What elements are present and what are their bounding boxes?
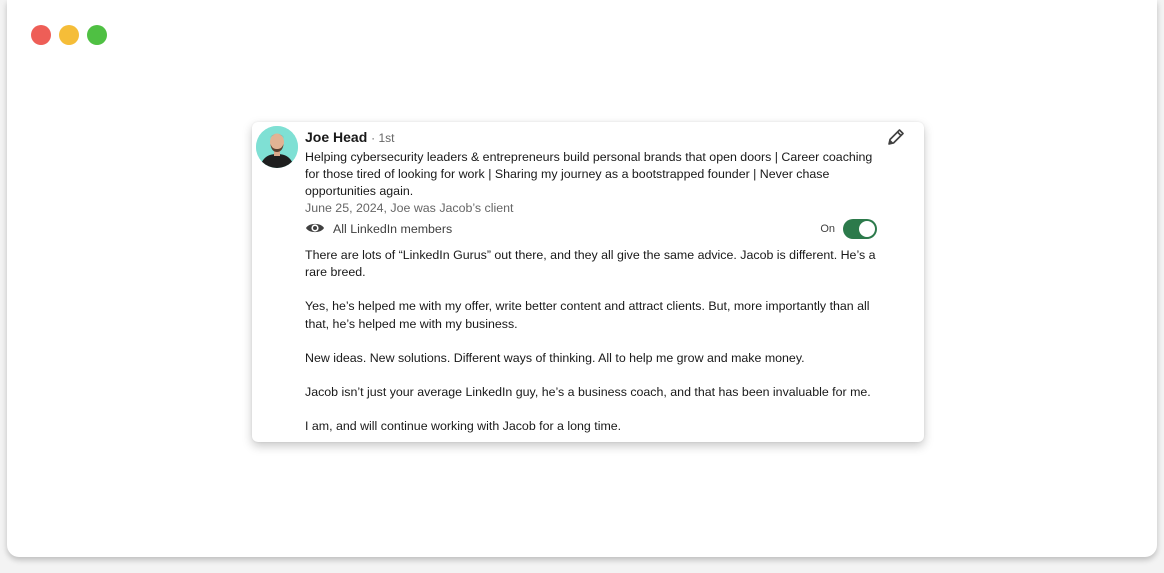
eye-icon [305, 221, 325, 238]
paragraph: Yes, he’s helped me with my offer, write better content and attract clients. But, more importantly than all that, he’s helped me with my business. [305, 299, 870, 331]
paragraph: I am, and will continue working with Jacob for a long time. [305, 419, 622, 434]
recommendation-card [252, 122, 924, 442]
connection-degree: · 1st [371, 131, 395, 145]
paragraph: Jacob isn’t just your average LinkedIn guy, he’s a business coach, and that has been invaluable for me. [305, 385, 871, 400]
edit-pencil-icon[interactable] [885, 126, 907, 148]
paragraph: New ideas. New solutions. Different ways of thinking. All to help me grow and make money. [305, 350, 805, 365]
minimize-window-button[interactable] [59, 25, 79, 45]
recommendation-text [305, 247, 877, 435]
visibility-row [305, 218, 877, 240]
author-name[interactable]: Joe Head [305, 129, 368, 145]
recommendation-content [305, 129, 877, 442]
app-window [7, 0, 1157, 557]
author-line [305, 129, 877, 146]
paragraph: There are lots of “LinkedIn Gurus” out there, and they all give the same advice. Jacob is different. He’s a rare breed. [305, 248, 876, 280]
toggle-label: On [820, 223, 835, 235]
recommendation-date: June 25, 2024, Joe was Jacob’s client [305, 201, 514, 215]
author-headline: Helping cybersecurity leaders & entrepreneurs build personal brands that open doors | Career coaching for those tired of looking for work | Sharing my journey as a bootstrapped founder | Never chase opportunities again. [305, 150, 873, 198]
window-controls [31, 25, 107, 45]
close-window-button[interactable] [31, 25, 51, 45]
toggle-knob [859, 221, 875, 237]
avatar[interactable] [256, 126, 298, 168]
maximize-window-button[interactable] [87, 25, 107, 45]
visibility-toggle[interactable] [843, 219, 877, 239]
visibility-label: All LinkedIn members [333, 222, 453, 236]
